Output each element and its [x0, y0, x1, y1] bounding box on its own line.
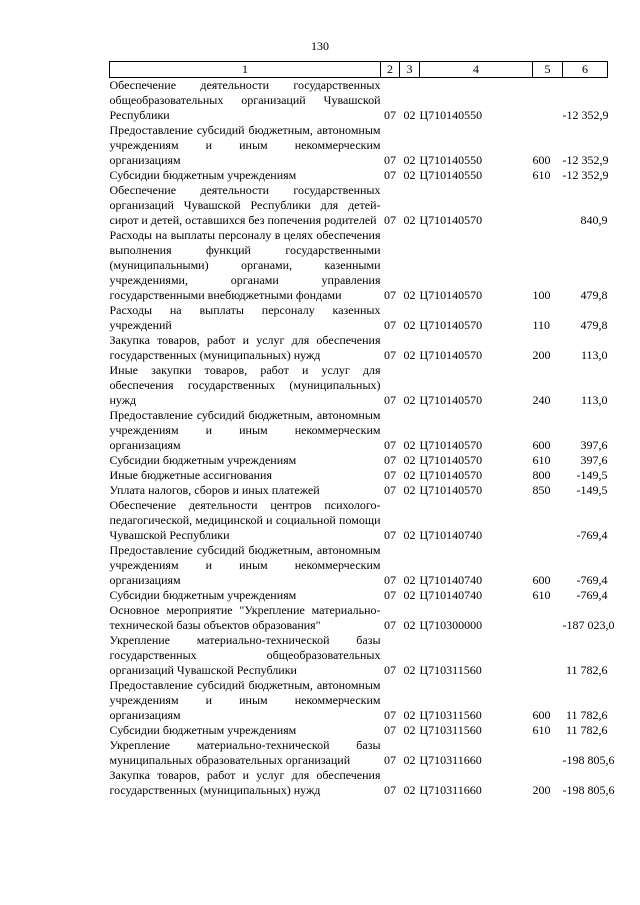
cell-amount: 840,9: [580, 213, 608, 227]
cell-csr: Ц710140550: [419, 168, 483, 182]
cell-name: Закупка товаров, работ и услуг для обеспечения государственных (муниципальных) нужд: [109, 768, 381, 797]
cell-name: Иные бюджетные ассигнования: [109, 468, 272, 482]
table-row: [110, 633, 608, 678]
cell-sec: 07: [384, 573, 396, 587]
table-row: [110, 723, 608, 738]
cell-amount: -769,4: [576, 588, 608, 602]
cell-amount: -769,4: [576, 528, 608, 542]
cell-sub: 02: [403, 723, 416, 737]
cell-sec: 07: [384, 723, 396, 737]
cell-vr: [533, 603, 563, 633]
cell-sec: 07: [384, 213, 396, 227]
cell-csr: Ц710140570: [419, 483, 483, 497]
cell-sec: 07: [384, 483, 396, 497]
column-header: 1: [110, 62, 381, 78]
cell-amount: 11 782,6: [565, 663, 608, 677]
cell-sec: 07: [384, 318, 396, 332]
cell-vr: [533, 183, 563, 228]
cell-csr: Ц710140570: [419, 393, 483, 407]
table-row: [110, 123, 608, 168]
cell-sub: 02: [403, 483, 416, 497]
cell-amount: 397,6: [580, 453, 608, 467]
cell-csr: Ц710311560: [419, 723, 482, 737]
table-row: [110, 408, 608, 453]
cell-vr: 600: [532, 153, 551, 167]
cell-csr: Ц710311560: [419, 708, 482, 722]
cell-name: Закупка товаров, работ и услуг для обеспечения государственных (муниципальных) нужд: [109, 333, 381, 362]
cell-name: Субсидии бюджетным учреждениям: [109, 588, 297, 602]
cell-sec: 07: [384, 663, 396, 677]
cell-sec: 07: [384, 468, 396, 482]
table-row: [110, 453, 608, 468]
cell-sec: 07: [384, 168, 396, 182]
cell-csr: Ц710311660: [419, 753, 482, 767]
column-header: 4: [420, 62, 533, 78]
cell-name: Предоставление субсидий бюджетным, автономным учреждениям и иным некоммерческим организациям: [109, 123, 381, 167]
cell-sub: 02: [403, 618, 416, 632]
cell-name: Субсидии бюджетным учреждениям: [109, 453, 297, 467]
cell-sub: 02: [403, 393, 416, 407]
column-header: 3: [400, 62, 420, 78]
cell-vr: 600: [532, 708, 551, 722]
cell-sec: 07: [384, 438, 396, 452]
cell-sub: 02: [403, 528, 416, 542]
cell-csr: Ц710140570: [419, 288, 483, 302]
table-row: [110, 498, 608, 543]
cell-vr: 100: [532, 288, 551, 302]
cell-vr: 850: [532, 483, 551, 497]
cell-sub: 02: [403, 708, 416, 722]
cell-sec: 07: [384, 588, 396, 602]
cell-csr: Ц710140740: [419, 528, 483, 542]
cell-amount: -12 352,9: [562, 153, 609, 167]
cell-sec: 07: [384, 708, 396, 722]
table-row: [110, 603, 608, 633]
table-row: [110, 678, 608, 723]
cell-name: Укрепление материально-технической базы муниципальных образовательных организаций: [109, 738, 381, 767]
cell-sub: 02: [403, 213, 416, 227]
cell-vr: 200: [532, 348, 551, 362]
cell-amount: -12 352,9: [562, 108, 609, 122]
table-row: [110, 588, 608, 603]
cell-amount: 397,6: [580, 438, 608, 452]
budget-table: [109, 61, 615, 798]
cell-sub: 02: [403, 318, 416, 332]
cell-name: Субсидии бюджетным учреждениям: [109, 168, 297, 182]
table-row: [110, 738, 608, 768]
cell-sub: 02: [403, 663, 416, 677]
cell-sec: 07: [384, 288, 396, 302]
cell-csr: Ц710140740: [419, 588, 483, 602]
cell-vr: 600: [532, 573, 551, 587]
cell-vr: [533, 738, 563, 768]
cell-name: Обеспечение деятельности центров психолого-педагогической, медицинской и социальной помощи Чувашской Республики: [109, 498, 381, 542]
cell-name: Иные закупки товаров, работ и услуг для обеспечения государственных (муниципальных) нужд: [109, 363, 381, 407]
table-row: [110, 363, 608, 408]
column-header: 2: [381, 62, 400, 78]
cell-csr: Ц710140550: [419, 108, 483, 122]
page-number: 130: [311, 39, 329, 53]
cell-name: Расходы на выплаты персоналу в целях обеспечения выполнения функций государственными (муниципальными) органами, казенными учреждениями, органами управления государственными внебюджетными фондами: [109, 228, 381, 302]
table-header-row: [110, 62, 608, 78]
cell-vr: 610: [532, 168, 551, 182]
cell-amount: 479,8: [580, 318, 608, 332]
cell-sub: 02: [403, 753, 416, 767]
cell-vr: 800: [532, 468, 551, 482]
cell-csr: Ц710140570: [419, 453, 483, 467]
cell-amount: 113,0: [580, 348, 608, 362]
cell-vr: [533, 78, 563, 124]
cell-sub: 02: [403, 783, 416, 797]
cell-csr: Ц710140570: [419, 318, 483, 332]
cell-name: Расходы на выплаты персоналу казенных учреждений: [109, 303, 381, 332]
cell-sec: 07: [384, 153, 396, 167]
table-row: [110, 303, 608, 333]
cell-name: Предоставление субсидий бюджетным, автономным учреждениям и иным некоммерческим организациям: [109, 408, 381, 452]
cell-amount: -187 023,0: [562, 618, 615, 632]
cell-csr: Ц710311560: [419, 663, 482, 677]
column-header: 5: [533, 62, 563, 78]
cell-vr: [533, 633, 563, 678]
cell-csr: Ц710311660: [419, 783, 482, 797]
cell-vr: 610: [532, 453, 551, 467]
table-row: [110, 168, 608, 183]
cell-sec: 07: [384, 393, 396, 407]
cell-csr: Ц710140570: [419, 438, 483, 452]
table-row: [110, 333, 608, 363]
cell-sub: 02: [403, 588, 416, 602]
cell-vr: 610: [532, 588, 551, 602]
column-header: 6: [563, 62, 608, 78]
cell-sec: 07: [384, 108, 396, 122]
cell-vr: 200: [532, 783, 551, 797]
cell-sub: 02: [403, 108, 416, 122]
cell-name: Предоставление субсидий бюджетным, автономным учреждениям и иным некоммерческим организациям: [109, 678, 381, 722]
cell-csr: Ц710140550: [419, 153, 483, 167]
table-row: [110, 543, 608, 588]
cell-sub: 02: [403, 168, 416, 182]
cell-sub: 02: [403, 453, 416, 467]
cell-sec: 07: [384, 348, 396, 362]
table-row: [110, 228, 608, 303]
cell-amount: -198 805,6: [562, 753, 615, 767]
cell-sec: 07: [384, 783, 396, 797]
cell-csr: Ц710140570: [419, 468, 483, 482]
cell-name: Основное мероприятие "Укрепление материально-технической базы объектов образования": [109, 603, 381, 632]
cell-amount: -198 805,6: [562, 783, 615, 797]
cell-name: Обеспечение деятельности государственных общеобразовательных организаций Чувашской Республики: [109, 78, 381, 122]
table-row: [110, 183, 608, 228]
cell-sub: 02: [403, 348, 416, 362]
cell-sub: 02: [403, 438, 416, 452]
cell-vr: 240: [532, 393, 551, 407]
cell-vr: 110: [532, 318, 551, 332]
table-row: [110, 768, 608, 798]
cell-amount: 113,0: [580, 393, 608, 407]
table-row: [110, 483, 608, 498]
cell-vr: 610: [532, 723, 551, 737]
table-row: [110, 78, 608, 124]
cell-sub: 02: [403, 153, 416, 167]
cell-csr: Ц710300000: [419, 618, 483, 632]
cell-name: Обеспечение деятельности государственных организаций Чувашской Республики для детей-сирот и детей, оставшихся без попечения родителей: [109, 183, 381, 227]
cell-vr: 600: [532, 438, 551, 452]
cell-sec: 07: [384, 753, 396, 767]
cell-sub: 02: [403, 468, 416, 482]
cell-sec: 07: [384, 528, 396, 542]
cell-amount: -769,4: [576, 573, 608, 587]
cell-csr: Ц710140570: [419, 213, 483, 227]
cell-vr: [533, 498, 563, 543]
cell-amount: -149,5: [576, 468, 608, 482]
cell-amount: 479,8: [580, 288, 608, 302]
cell-name: Укрепление материально-технической базы государственных общеобразовательных организаций Чувашской Республики: [109, 633, 381, 677]
cell-sec: 07: [384, 453, 396, 467]
cell-amount: -149,5: [576, 483, 608, 497]
cell-csr: Ц710140570: [419, 348, 483, 362]
cell-sub: 02: [403, 288, 416, 302]
cell-sec: 07: [384, 618, 396, 632]
cell-amount: 11 782,6: [565, 723, 608, 737]
cell-name: Субсидии бюджетным учреждениям: [109, 723, 297, 737]
cell-csr: Ц710140740: [419, 573, 483, 587]
cell-sub: 02: [403, 573, 416, 587]
cell-amount: -12 352,9: [562, 168, 609, 182]
cell-name: Предоставление субсидий бюджетным, автономным учреждениям и иным некоммерческим организациям: [109, 543, 381, 587]
table-row: [110, 468, 608, 483]
cell-amount: 11 782,6: [565, 708, 608, 722]
cell-name: Уплата налогов, сборов и иных платежей: [109, 483, 320, 497]
